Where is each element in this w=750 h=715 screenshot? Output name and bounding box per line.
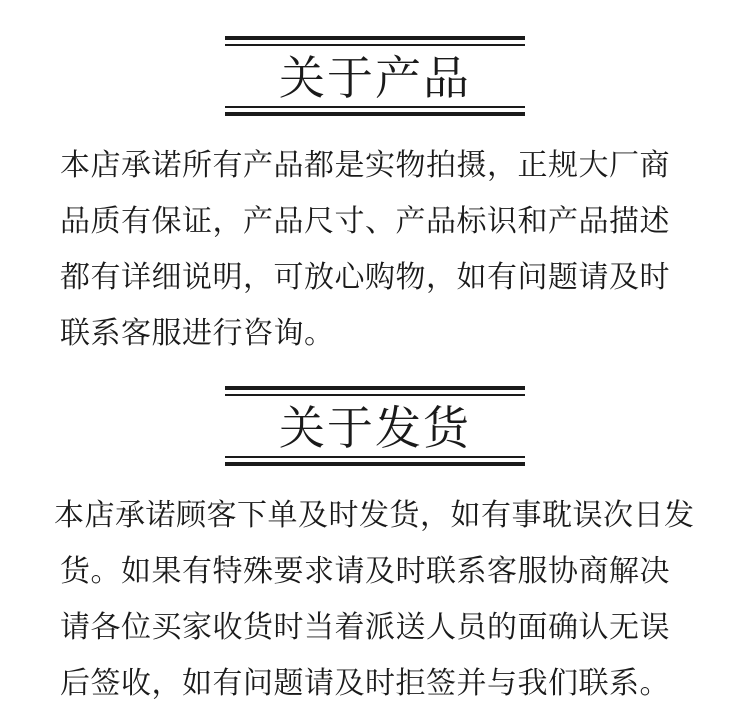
heading-block-products <box>225 36 525 116</box>
heading-bottom-rule-thin <box>225 106 525 108</box>
heading-top-rule-thick <box>225 36 525 40</box>
paragraph-line: 本店承诺所有产品都是实物拍摄，正规大厂商 <box>60 148 670 183</box>
heading-bottom-rule-thick <box>225 112 525 116</box>
paragraph-line: 货。如果有特殊要求请及时联系客服协商解决 <box>60 554 670 589</box>
paragraph-line: 请各位买家收货时当着派送人员的面确认无误 <box>60 610 670 645</box>
paragraph-line: 本店承诺顾客下单及时发货，如有事耽误次日发 <box>54 498 695 533</box>
section-paragraph <box>60 138 670 362</box>
section-paragraph <box>54 488 695 712</box>
section-heading: 关于发货 <box>279 401 471 455</box>
paragraph-line: 后签收，如有问题请及时拒签并与我们联系。 <box>60 666 670 701</box>
paragraph-line: 品质有保证，产品尺寸、产品标识和产品描述 <box>60 204 670 239</box>
heading-top-rule-thick <box>225 386 525 390</box>
paragraph-line: 都有详细说明，可放心购物，如有问题请及时 <box>60 260 670 295</box>
heading-top-rule-thin <box>225 394 525 396</box>
heading-bottom-rule-thick <box>225 462 525 466</box>
heading-bottom-rule-thin <box>225 456 525 458</box>
section-heading: 关于产品 <box>279 51 471 105</box>
paragraph-line: 联系客服进行咨询。 <box>60 316 335 351</box>
heading-top-rule-thin <box>225 44 525 46</box>
heading-block-shipping <box>225 386 525 466</box>
